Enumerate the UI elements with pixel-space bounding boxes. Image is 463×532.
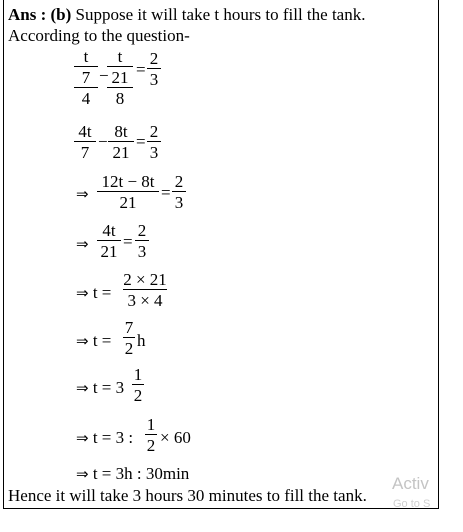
step8-lhs: ⇒ t = 3 : bbox=[76, 428, 134, 447]
implies-icon: ⇒ bbox=[76, 284, 89, 302]
step6-frac: $\frac{7}{2}$ bbox=[124, 318, 134, 358]
implies-icon: ⇒ bbox=[76, 235, 89, 253]
step4-frac-r: $\frac{2}{3}$ bbox=[135, 222, 149, 261]
answer-box bbox=[3, 0, 439, 509]
answer-label: Ans : (b) bbox=[8, 5, 72, 24]
implies-icon: ⇒ bbox=[76, 465, 89, 483]
step3-frac-a: $\frac{12t - 8t}{21}$ bbox=[97, 173, 159, 212]
step7-lhs: ⇒ t = 3 bbox=[76, 378, 125, 397]
step7-frac: $\frac{1}{2}$ bbox=[133, 365, 143, 405]
step3-frac-r: $\frac{2}{3}$ bbox=[172, 173, 186, 212]
step8-tail: × 60 bbox=[160, 428, 191, 447]
step2-frac-r: $\frac{2}{3}$ bbox=[147, 123, 161, 162]
step1-frac-a: t 7 4 bbox=[74, 48, 98, 108]
step1-frac-r: $\frac{2}{3}$ bbox=[147, 50, 161, 89]
step4-frac-a: $\frac{4t}{21}$ bbox=[97, 222, 121, 261]
implies-icon: ⇒ bbox=[76, 185, 89, 203]
according-text: According to the question- bbox=[8, 26, 190, 45]
step4-equals: = bbox=[123, 232, 133, 251]
answer-intro-text: Suppose it will take t hours to fill the tank. bbox=[71, 5, 366, 24]
implies-icon: ⇒ bbox=[76, 429, 89, 447]
step2-minus: − bbox=[98, 132, 108, 151]
step2-frac-b: $\frac{8t}{21}$ bbox=[108, 123, 134, 162]
implies-icon: ⇒ bbox=[76, 379, 89, 397]
step6-lhs: ⇒ t = bbox=[76, 331, 112, 350]
step1-equals: = bbox=[136, 60, 146, 79]
step1-minus: − bbox=[99, 66, 109, 85]
step5-frac: $\frac{2 \times 21}{3 \times 4}$ bbox=[123, 270, 167, 310]
step9-text: ⇒ t = 3h : 30min bbox=[76, 464, 190, 483]
implies-icon: ⇒ bbox=[76, 332, 89, 350]
step2-equals: = bbox=[136, 132, 146, 151]
step8-frac: $\frac{1}{2}$ bbox=[146, 415, 156, 455]
step1-frac-b: t 21 8 bbox=[107, 48, 133, 108]
step1-frac-a-inner: 7 4 bbox=[74, 66, 98, 108]
conclusion-text: Hence it will take 3 hours 30 minutes to fill the tank. bbox=[8, 486, 367, 505]
step2-frac-a: $\frac{4t}{7}$ bbox=[74, 123, 96, 162]
activation-watermark-sub: Go to S bbox=[393, 498, 431, 510]
step5-lhs: ⇒ t = bbox=[76, 283, 112, 302]
activation-watermark: Activ bbox=[392, 474, 429, 493]
step3-equals: = bbox=[161, 183, 171, 202]
answer-intro bbox=[8, 5, 365, 25]
step6-unit: h bbox=[137, 331, 146, 350]
